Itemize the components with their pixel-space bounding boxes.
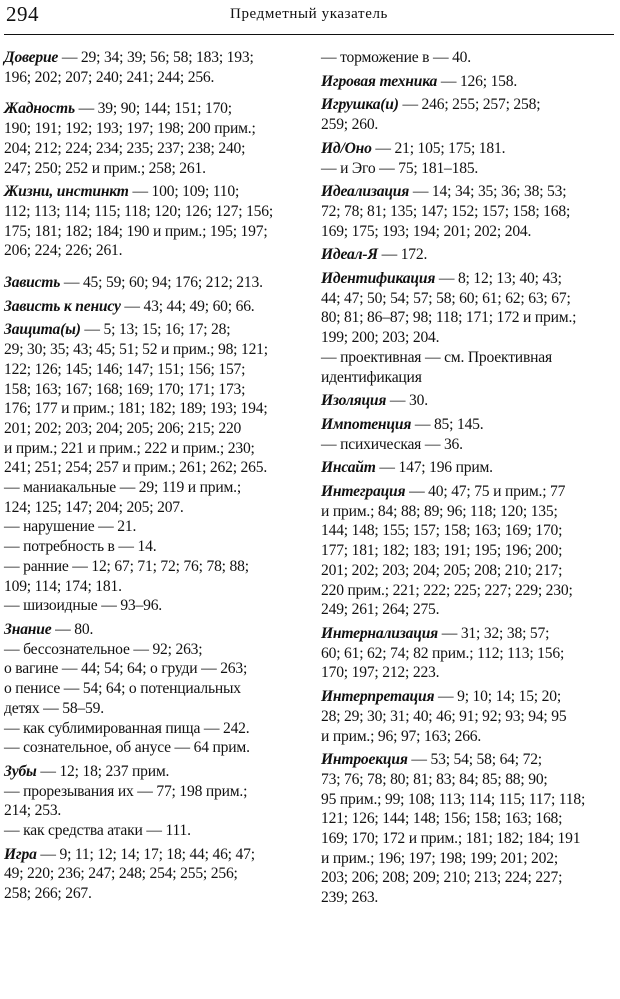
index-term: Ид/Оно (321, 139, 372, 157)
index-references: — 100; 109; 110; 112; 113; 114; 115; 118; 120; 126; 127; 156; 175; 181; 182; 184; 190 и прим.; 195; 197; 206; 224; 226; 261. (4, 183, 274, 260)
index-entry (4, 762, 302, 841)
index-entry (4, 48, 302, 87)
index-references: — 5; 13; 15; 16; 17; 28; 29; 30; 35; 43; 45; 51; 52 и прим.; 98; 121; 122; 126; 145; 146; 147; 151; 156; 157; 158; 163; 167; 168; 169; 170; 171; 173; 176; 177 и прим.; 181; 182; 189; 193; 194; 201; 202; 203; 204; 205; 206; 215; 220 и прим.; 221 и прим.; 222 и прим.; 230; 241; 251; 254; 257 и прим.; 261; 262; 265. — маниакальные — 29; 119 и прим.; 124; 125; 147; 204; 205; 207. — нарушение — 21. — потребность в — 14. — ранние — 12; 67; 71; 72; 76; 78; 88; 109; 114; 174; 181. — шизоидные — 93–96. (4, 321, 268, 615)
index-entry (321, 269, 615, 387)
index-entry (321, 415, 615, 454)
index-entry (4, 620, 302, 758)
index-entry (321, 139, 615, 178)
index-term: Зависть (4, 274, 61, 292)
index-references: — 14; 34; 35; 36; 38; 53; 72; 78; 81; 135; 147; 152; 157; 158; 168; 169; 175; 193; 194; 201; 202; 204. (321, 183, 571, 240)
index-term: Зависть к пенису (4, 297, 121, 315)
index-references: — 45; 59; 60; 94; 176; 212; 213. (60, 274, 263, 292)
index-term: Жадность (4, 100, 75, 118)
index-term: Изоляция (321, 392, 387, 410)
index-term: Интроекция (321, 751, 408, 769)
index-entry (321, 458, 615, 478)
index-term: Идентификация (321, 270, 436, 288)
index-term: Идеализация (321, 183, 410, 201)
index-term: Игра (4, 845, 37, 863)
index-references: — 172. (377, 246, 428, 264)
index-references: — 8; 12; 13; 40; 43; 44; 47; 50; 54; 57; 58; 60; 61; 62; 63; 67; 80; 81; 86–87; 98; 118; 171; 172 и прим.; 199; 200; 203; 204. — проективная — см. Проективная идентификация (321, 270, 577, 386)
index-references: — 126; 158. (437, 72, 518, 90)
index-references: — 53; 54; 58; 64; 72; 73; 76; 78; 80; 81; 83; 84; 85; 88; 90; 95 прим.; 99; 108; 113; 114; 115; 117; 118; 121; 126; 144; 148; 156; 158; 163; 168; 169; 170; 172 и прим.; 181; 182; 184; 191 и прим.; 196; 197; 198; 199; 201; 202; 203; 206; 208; 209; 210; 213; 224; 227; 239; 263. (321, 751, 586, 907)
index-term: Игровая техника (321, 72, 438, 90)
index-references: — 30. (386, 392, 428, 410)
index-term: Инсайт (321, 459, 376, 477)
page-number: 294 (6, 2, 39, 26)
index-entry (321, 182, 615, 241)
running-header (4, 2, 614, 35)
index-term: Жизни, инстинкт (4, 183, 129, 201)
index-term: Интерпретация (321, 688, 435, 706)
index-entry (321, 72, 615, 92)
running-title: Предметный указатель (230, 6, 388, 22)
index-references: — 147; 196 прим. (375, 459, 493, 477)
index-entry (4, 99, 302, 178)
index-entry (321, 624, 615, 683)
index-references: — 31; 32; 38; 57; 60; 61; 62; 74; 82 прим.; 112; 113; 156; 170; 197; 212; 223. (321, 624, 565, 682)
index-references: — 12; 18; 237 прим. — прорезывания их — 77; 198 прим.; 214; 253. — как средства атаки — 111. (4, 762, 248, 840)
index-entry (4, 297, 302, 317)
index-entry (4, 182, 302, 261)
index-entry (321, 687, 615, 746)
index-column-right (321, 48, 615, 912)
index-entry (4, 320, 302, 616)
index-references: — 85; 145. — психическая — 36. (321, 415, 484, 453)
index-entry (321, 482, 615, 620)
index-term: Интернализация (321, 624, 439, 642)
index-references: — 39; 90; 144; 151; 170; 190; 191; 192; 193; 197; 198; 200 прим.; 204; 212; 224; 234; 235; 237; 238; 240; 247; 250; 252 и прим.; 258; 261. (4, 100, 256, 177)
index-references: — торможение в — 40. (321, 49, 471, 66)
index-term: Доверие (4, 49, 59, 66)
index-references: — 29; 34; 39; 56; 58; 183; 193; 196; 202; 207; 240; 241; 244; 256. (4, 49, 254, 86)
index-term: Импотенция (321, 415, 412, 433)
index-term: Знание (4, 620, 52, 638)
index-entry (4, 845, 302, 904)
index-entry (321, 95, 615, 134)
index-entry (321, 391, 615, 411)
index-term: Интеграция (321, 483, 406, 501)
index-references: — 9; 10; 14; 15; 20; 28; 29; 30; 31; 40; 46; 91; 92; 93; 94; 95 и прим.; 96; 97; 163; 266. (321, 688, 567, 745)
index-references: — 9; 11; 12; 14; 17; 18; 44; 46; 47; 49; 220; 236; 247; 248; 254; 255; 256; 258; 266; 267. (4, 845, 255, 903)
index-term: Зубы (4, 762, 37, 780)
index-term: Защита(ы) (4, 321, 81, 339)
index-references: — 43; 44; 49; 60; 66. (120, 297, 255, 315)
index-entry (321, 48, 615, 68)
index-references: — 21; 105; 175; 181. — и Эго — 75; 181–185. (321, 139, 506, 177)
index-references: — 40; 47; 75 и прим.; 77 и прим.; 84; 88; 89; 96; 118; 120; 135; 144; 148; 155; 157; 158; 163; 169; 170; 177; 181; 182; 183; 191; 195; 196; 200; 201; 202; 203; 204; 205; 208; 210; 217; 220 прим.; 221; 222; 225; 227; 229; 230; 249; 261; 264; 275. (321, 483, 573, 619)
index-references: — 246; 255; 257; 258; 259; 260. (321, 96, 541, 134)
index-references: — 80. — бессознательное — 92; 263; о вагине — 44; 54; 64; о груди — 263; о пенисе — 54; 64; о потенциальных детях — 58–59. — как сублимированная пища — 242. — сознательное, об анусе — 64 прим. (4, 620, 250, 757)
index-entry (321, 245, 615, 265)
index-term: Игрушка(и) (321, 96, 399, 114)
index-entry (4, 273, 302, 293)
index-column-left (4, 48, 302, 908)
index-entry (321, 750, 615, 908)
index-term: Идеал-Я (321, 246, 378, 264)
